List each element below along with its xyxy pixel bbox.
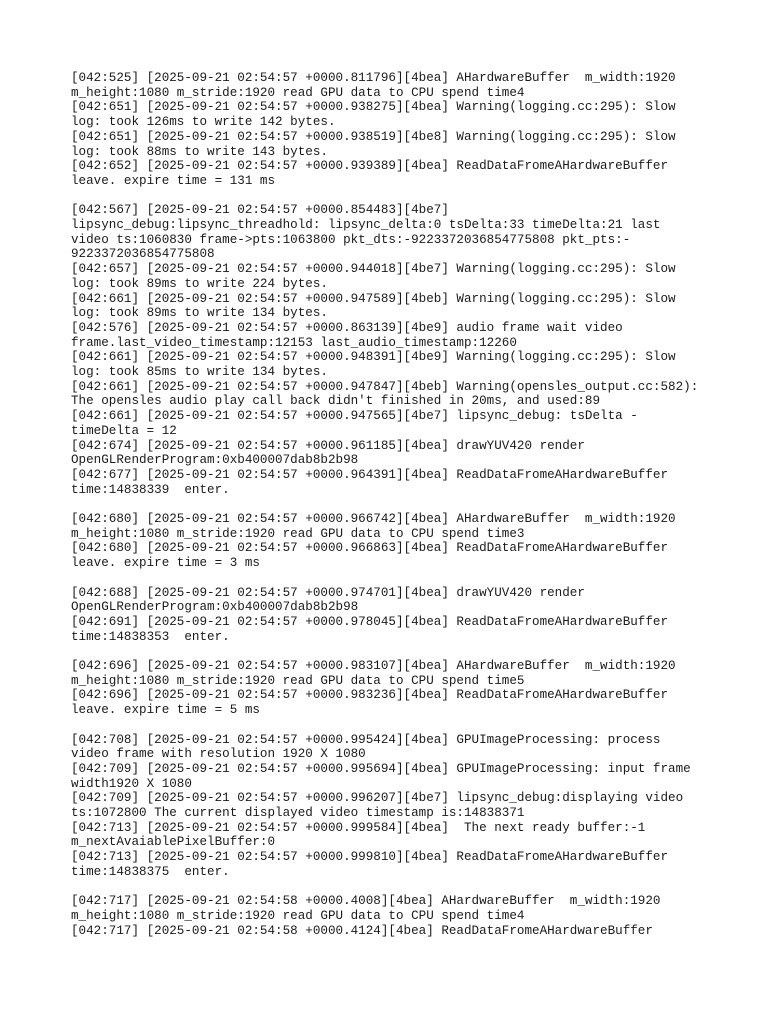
- log-line: [042:674] [2025-09-21 02:54:57 +0000.961185][4bea] drawYUV420 render: [71, 438, 585, 453]
- log-block: [71, 586, 728, 645]
- log-line: log: took 89ms to write 224 bytes.: [71, 276, 328, 291]
- log-line: [042:713] [2025-09-21 02:54:57 +0000.999584][4bea] The next ready buffer:-1: [71, 820, 646, 835]
- log-line: [042:691] [2025-09-21 02:54:57 +0000.978045][4bea] ReadDataFromeAHardwareBuffer: [71, 614, 669, 629]
- block-gap: [71, 880, 728, 895]
- log-line: [042:717] [2025-09-21 02:54:58 +0000.4124][4bea] ReadDataFromeAHardwareBuffer: [71, 923, 653, 938]
- log-line: [042:696] [2025-09-21 02:54:57 +0000.983236][4bea] ReadDataFromeAHardwareBuffer: [71, 688, 669, 703]
- log-line: [042:657] [2025-09-21 02:54:57 +0000.944018][4be7] Warning(logging.cc:295): Slow: [71, 262, 676, 277]
- log-line: leave. expire time = 131 ms: [71, 173, 276, 188]
- log-line: OpenGLRenderProgram:0xb400007dab8b2b98: [71, 600, 359, 615]
- log-line: [042:709] [2025-09-21 02:54:57 +0000.995694][4bea] GPUImageProcessing: input frame: [71, 761, 691, 776]
- log-line: [042:680] [2025-09-21 02:54:57 +0000.966742][4bea] AHardwareBuffer m_width:1920: [71, 512, 676, 527]
- log-line: [042:661] [2025-09-21 02:54:57 +0000.947565][4be7] lipsync_debug: tsDelta -: [71, 409, 638, 424]
- block-gap: [71, 718, 728, 733]
- log-line: [042:651] [2025-09-21 02:54:57 +0000.938519][4be8] Warning(logging.cc:295): Slow: [71, 129, 676, 144]
- log-block: [71, 203, 728, 497]
- log-line: time:14838353 enter.: [71, 629, 230, 644]
- log-line: [042:717] [2025-09-21 02:54:58 +0000.4008][4bea] AHardwareBuffer m_width:1920: [71, 894, 661, 909]
- block-gap: [71, 497, 728, 512]
- log-line: [042:680] [2025-09-21 02:54:57 +0000.966863][4bea] ReadDataFromeAHardwareBuffer: [71, 541, 669, 556]
- log-line: [042:661] [2025-09-21 02:54:57 +0000.948391][4be9] Warning(logging.cc:295): Slow: [71, 350, 676, 365]
- log-line: [042:688] [2025-09-21 02:54:57 +0000.974701][4bea] drawYUV420 render: [71, 585, 585, 600]
- log-line: [042:709] [2025-09-21 02:54:57 +0000.996207][4be7] lipsync_debug:displaying video: [71, 791, 684, 806]
- log-line: [042:661] [2025-09-21 02:54:57 +0000.947589][4beb] Warning(logging.cc:295): Slow: [71, 291, 676, 306]
- log-block: [71, 512, 728, 571]
- log-line: log: took 126ms to write 142 bytes.: [71, 115, 336, 130]
- log-line: m_height:1080 m_stride:1920 read GPU data to CPU spend time5: [71, 673, 525, 688]
- block-gap: [71, 644, 728, 659]
- log-block: [71, 71, 728, 189]
- log-line: log: took 88ms to write 143 bytes.: [71, 144, 328, 159]
- block-gap: [71, 189, 728, 204]
- log-line: [042:708] [2025-09-21 02:54:57 +0000.995424][4bea] GPUImageProcessing: process: [71, 732, 661, 747]
- log-text: [71, 71, 728, 938]
- log-block: [71, 733, 728, 880]
- log-block: [71, 894, 728, 938]
- log-line: The opensles audio play call back didn't finished in 20ms, and used:89: [71, 394, 601, 409]
- log-line: m_nextAvaiablePixelBuffer:0: [71, 835, 276, 850]
- log-line: [042:651] [2025-09-21 02:54:57 +0000.938275][4bea] Warning(logging.cc:295): Slow: [71, 100, 676, 115]
- log-line: time:14838339 enter.: [71, 482, 230, 497]
- log-line: width1920 X 1080: [71, 776, 192, 791]
- log-line: frame.last_video_timestamp:12153 last_audio_timestamp:12260: [71, 335, 517, 350]
- log-line: log: took 89ms to write 134 bytes.: [71, 306, 328, 321]
- log-line: [042:661] [2025-09-21 02:54:57 +0000.947847][4beb] Warning(opensles_output.cc:582):: [71, 379, 699, 394]
- log-line: video ts:1060830 frame->pts:1063800 pkt_dts:-9223372036854775808 pkt_pts:-: [71, 232, 631, 247]
- log-line: time:14838375 enter.: [71, 864, 230, 879]
- log-line: ts:1072800 The current displayed video timestamp is:14838371: [71, 806, 525, 821]
- log-line: [042:567] [2025-09-21 02:54:57 +0000.854483][4be7]: [71, 203, 449, 218]
- log-line: timeDelta = 12: [71, 423, 177, 438]
- log-line: leave. expire time = 3 ms: [71, 556, 260, 571]
- log-line: m_height:1080 m_stride:1920 read GPU data to CPU spend time4: [71, 908, 525, 923]
- log-block: [71, 659, 728, 718]
- log-line: OpenGLRenderProgram:0xb400007dab8b2b98: [71, 453, 359, 468]
- log-line: [042:576] [2025-09-21 02:54:57 +0000.863139][4be9] audio frame wait video: [71, 320, 623, 335]
- log-line: lipsync_debug:lipsync_threadhold: lipsync_delta:0 tsDelta:33 timeDelta:21 last: [71, 218, 661, 233]
- log-line: [042:652] [2025-09-21 02:54:57 +0000.939389][4bea] ReadDataFromeAHardwareBuffer: [71, 159, 669, 174]
- log-line: video frame with resolution 1920 X 1080: [71, 747, 366, 762]
- block-gap: [71, 571, 728, 586]
- log-line: 9223372036854775808: [71, 247, 215, 262]
- log-line: m_height:1080 m_stride:1920 read GPU data to CPU spend time4: [71, 85, 525, 100]
- log-line: [042:677] [2025-09-21 02:54:57 +0000.964391][4bea] ReadDataFromeAHardwareBuffer: [71, 467, 669, 482]
- log-line: leave. expire time = 5 ms: [71, 703, 260, 718]
- log-line: [042:525] [2025-09-21 02:54:57 +0000.811796][4bea] AHardwareBuffer m_width:1920: [71, 71, 676, 85]
- log-line: [042:713] [2025-09-21 02:54:57 +0000.999810][4bea] ReadDataFromeAHardwareBuffer: [71, 850, 669, 865]
- log-line: [042:696] [2025-09-21 02:54:57 +0000.983107][4bea] AHardwareBuffer m_width:1920: [71, 659, 676, 674]
- log-line: m_height:1080 m_stride:1920 read GPU data to CPU spend time3: [71, 526, 525, 541]
- log-line: log: took 85ms to write 134 bytes.: [71, 365, 328, 380]
